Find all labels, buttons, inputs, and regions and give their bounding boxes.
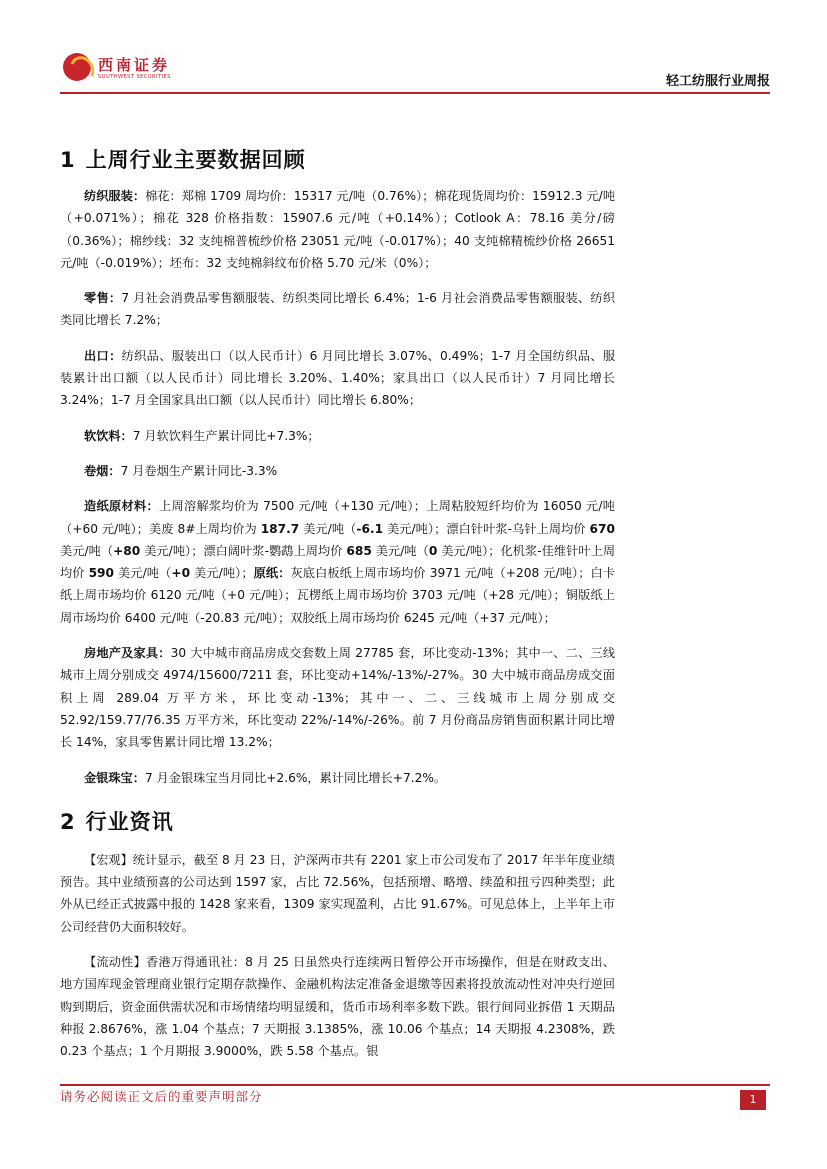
paragraph-text: 【宏观】统计显示，截至 8 月 23 日，沪深两市共有 2201 家上市公司发布了 2017 年半年度业绩预告。其中业绩预喜的公司达到 1597 家，占比 72.56%，包括预增、略增、续盈和扭亏四种类型；此外从已经正式披露中报的 1428 家来看，1309 家实现盈利，占比 91.67%。可见总体上，上半年上市公司经营仍大面积较好。: [60, 852, 615, 934]
company-logo: [60, 50, 260, 86]
price-change: -6.1: [356, 521, 384, 536]
price-value: 590: [88, 566, 115, 581]
price-change: 0: [428, 543, 438, 558]
paragraph-text: 美元/吨（: [114, 566, 172, 581]
paragraph-text: 上周溶解浆均价为 7500 元/吨（+130 元/吨）；上周粘胶短纤均价为 16050 元/吨（+60 元/吨）；美废 8#上周均价为: [60, 499, 615, 536]
paragraph-text: 棉花：郑棉 1709 周均价：15317 元/吨（0.76%）；棉花现货周均价：15912.3 元/吨（+0.071%）；棉花 328 价格指数：15907.6 元/吨（+0.14%）；Cotlook A：78.16 美分/磅（0.36%）；棉纱线：32 支纯棉普梳纱价格 23051 元/吨（-0.017%）；40 支纯棉精梳纱价格 26651 元/吨（-0.019%）；坯布：32 支纯棉斜纹布价格 5.70 元/米（0%）；: [60, 189, 616, 270]
paragraph-sublabel: 原纸：: [253, 566, 291, 581]
logo-name: 西南证券: [98, 56, 171, 74]
paragraph-label: 造纸原材料：: [84, 499, 159, 514]
document-body: [60, 145, 615, 1063]
paragraph-label: 房地产及家具：: [84, 646, 171, 661]
paragraph-label: 金银珠宝：: [84, 770, 145, 785]
paragraph-text: 7 月社会消费品零售额服装、纺织类同比增长 6.4%；1-6 月社会消费品零售额服装、纺织类同比增长 7.2%；: [60, 291, 616, 328]
paragraph-liquidity: [60, 951, 615, 1062]
paragraph-export: [60, 345, 615, 412]
price-value: 187.7: [260, 521, 300, 536]
section-heading-1: [60, 145, 615, 175]
paragraph-text: 美元/吨）；漂白针叶浆-乌针上周均价: [383, 521, 590, 536]
paragraph-label: 卷烟：: [84, 463, 121, 478]
paragraph-text: 美元/吨（: [299, 521, 357, 536]
paragraph-text: 美元/吨）；化机浆-佳维针叶上周均价: [60, 543, 616, 581]
paragraph-jewelry: [60, 767, 615, 789]
paragraph-label: 纺织服装：: [84, 189, 146, 203]
section-number: 1: [60, 148, 76, 172]
paragraph-paper: [60, 495, 615, 629]
paragraph-text: 7 月卷烟生产累计同比-3.3%: [120, 463, 278, 478]
page-header: [60, 50, 770, 92]
paragraph-label: 零售：: [84, 291, 122, 306]
paragraph-text: 美元/吨）；: [190, 566, 254, 581]
paragraph-retail: [60, 287, 615, 332]
paragraph-text: 7 月金银珠宝当月同比+2.6%，累计同比增长+7.2%。: [144, 770, 447, 785]
paragraph-label: 出口：: [84, 348, 122, 363]
price-change: +0: [171, 566, 191, 581]
section-title: 上周行业主要数据回顾: [85, 148, 306, 172]
paragraph-text: 7 月软饮料生产累计同比+7.3%；: [132, 428, 320, 443]
footer-divider: [60, 1084, 770, 1086]
paragraph-text: 美元/吨（: [60, 543, 114, 558]
paragraph-macro: [60, 849, 615, 938]
paragraph-text: 灰底白板纸上周市场均价 3971 元/吨（+208 元/吨）；白卡纸上周市场均价 6120 元/吨（+0 元/吨）；瓦楞纸上周市场均价 3703 元/吨（+28 元/吨）；铜版纸上周市场均价 6400 元/吨（-20.83 元/吨）；双胶纸上周市场均价 6245 元/吨（+37 元/吨）；: [60, 566, 615, 625]
paragraph-text: 【流动性】香港万得通讯社：8 月 25 日虽然央行连续两日暂停公开市场操作，但是在财政支出、地方国库现金管理商业银行定期存款操作、金融机构法定准备金退缴等因素将投放流动性对冲央行逆回购到期后，资金面供需状况和市场情绪均明显缓和，货币市场利率多数下跌。银行间同业拆借 1 天期品种报 2.8676%，涨 1.04 个基点；7 天期报 3.1385%，涨 10.06 个基点；14 天期报 4.2308%，跌 0.23 个基点；1 个月期报 3.9000%，跌 5.58 个基点。银: [60, 955, 615, 1059]
paragraph-realestate: [60, 642, 615, 753]
price-value: 670: [589, 521, 615, 536]
footer-disclaimer: 请务必阅读正文后的重要声明部分: [60, 1089, 263, 1104]
report-title: 轻工纺服行业周报: [665, 74, 770, 89]
header-divider: [60, 92, 770, 94]
logo-subtitle: SOUTHWEST SECURITIES: [98, 74, 171, 80]
paragraph-beverage: [60, 425, 615, 447]
paragraph-text: 纺织品、服装出口（以人民币计）6 月同比增长 3.07%、0.49%；1-7 月全国纺织品、服装累计出口额（以人民币计）同比增长 3.20%、1.40%；家具出口（以人民币计）7 月同比增长 3.24%；1-7 月全国家具出口额（以人民币计）同比增长 6.80%；: [60, 348, 616, 408]
paragraph-text: 美元/吨（: [371, 543, 429, 558]
price-change: +80: [113, 543, 141, 558]
section-title: 行业资讯: [85, 809, 174, 834]
paragraph-textile: [60, 185, 615, 274]
paragraph-label: 软饮料：: [84, 428, 133, 443]
paragraph-text: 30 大中城市商品房成交套数上周 27785 套，环比变动-13%；其中一、二、三线城市上周分别成交 4974/15600/7211 套，环比变动+14%/-13%/-27%。30 大中城市商品房成交面积上周 289.04 万平方米，环比变动-13%；其中一、二、三线城市上周分别成交 52.92/159.77/76.35 万平方米，环比变动 22%/-14%/-26%。前 7 月份商品房销售面积累计同比增长 14%，家具零售累计同比增 13.2%；: [60, 646, 616, 750]
price-value: 685: [346, 543, 372, 558]
section-heading-2: [60, 807, 615, 837]
paragraph-text: 美元/吨）；漂白阔叶浆-鹦鹉上周均价: [140, 543, 347, 558]
page-number: 1: [740, 1090, 766, 1110]
paragraph-tobacco: [60, 460, 615, 482]
section-number: 2: [60, 809, 76, 834]
